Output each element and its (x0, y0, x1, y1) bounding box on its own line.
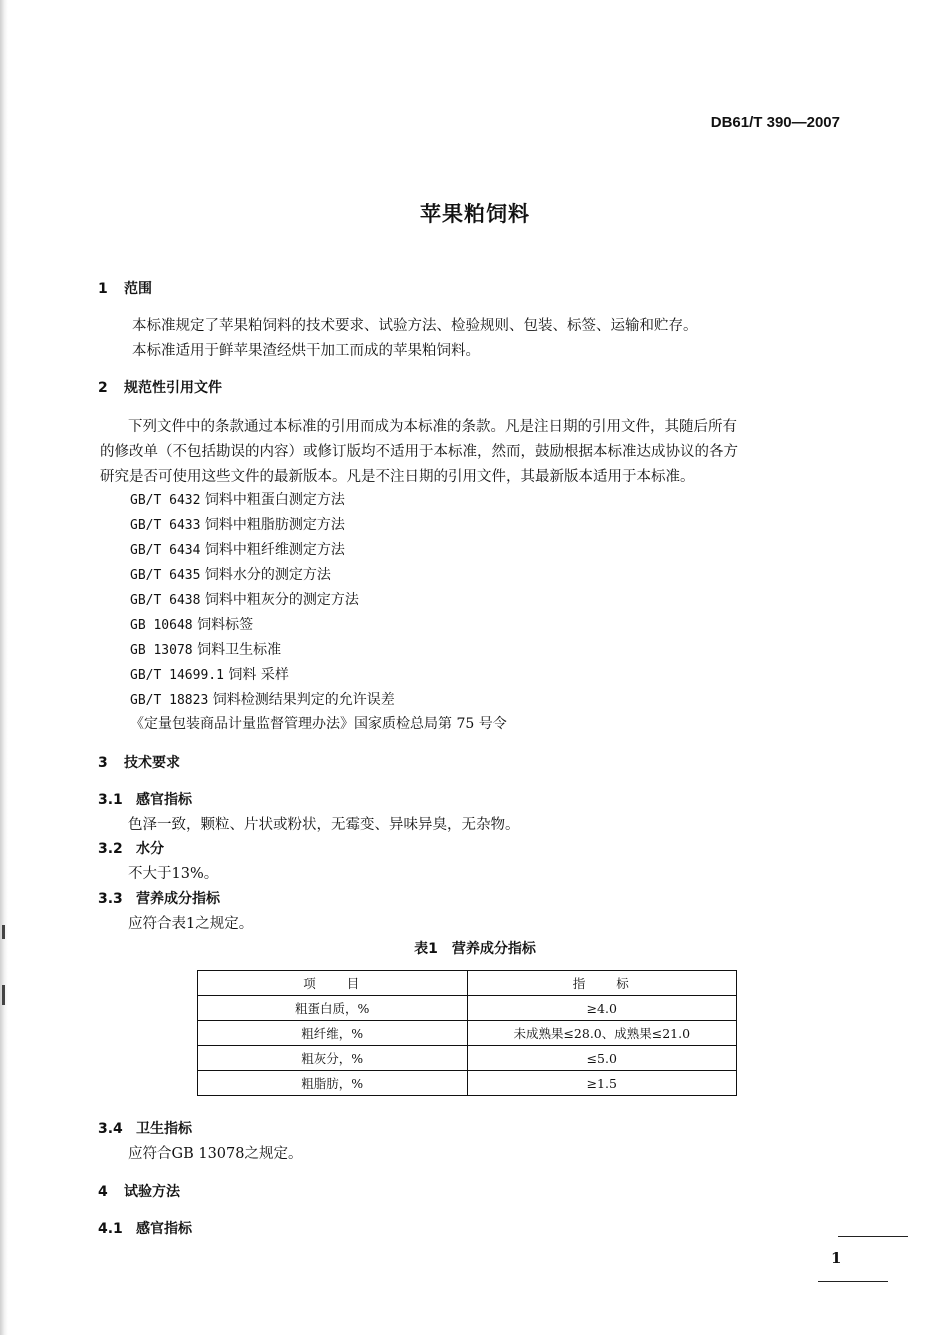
section-number: 3 (98, 755, 108, 771)
table-cell: ≥1.5 (467, 1071, 737, 1096)
table-header-cell: 项 目 (198, 971, 468, 996)
table-header-row (198, 971, 737, 996)
reference-title: 饲料中粗脂肪测定方法 (204, 517, 345, 533)
section-title: 规范性引用文件 (124, 380, 222, 396)
table-cell: ≤5.0 (467, 1046, 737, 1071)
section-3-heading (98, 752, 180, 772)
paragraph: 应符合GB 13078之规定。 (128, 1146, 303, 1162)
reference-code: GB/T 6432 (130, 493, 201, 508)
section-number: 3.4 (98, 1121, 123, 1137)
reference-item (130, 489, 345, 509)
reference-title: 饲料标签 (197, 617, 254, 633)
paragraph: 本标准规定了苹果粕饲料的技术要求、试验方法、检验规则、包装、标签、运输和贮存。 (132, 318, 698, 334)
reference-title: 饲料卫生标准 (197, 642, 282, 658)
scan-mark (2, 985, 5, 1005)
table-row (198, 1071, 737, 1096)
reference-title: 饲料中粗纤维测定方法 (204, 542, 345, 558)
footer-rule (838, 1236, 908, 1237)
section-number: 3.3 (98, 891, 123, 907)
paragraph: 不大于13%。 (128, 866, 219, 882)
table-cell: 粗脂肪，% (198, 1071, 468, 1096)
table-cell: 粗灰分，% (198, 1046, 468, 1071)
reference-item (130, 639, 281, 659)
reference-code: GB/T 6433 (130, 518, 201, 533)
paragraph: 研究是否可使用这些文件的最新版本。凡是不注日期的引用文件，其最新版本适用于本标准。 (100, 469, 695, 485)
section-title: 范围 (124, 281, 152, 297)
reference-item (130, 514, 345, 534)
reference-code: GB 10648 (130, 618, 193, 633)
section-number: 3.2 (98, 841, 123, 857)
table-header-cell: 指 标 (467, 971, 737, 996)
section-3-4-heading (98, 1118, 192, 1138)
reference-item (130, 589, 359, 609)
section-number: 2 (98, 380, 108, 396)
table-cell: 粗蛋白质，% (198, 996, 468, 1021)
section-title: 营养成分指标 (136, 891, 220, 907)
section-title: 技术要求 (124, 755, 180, 771)
footer-rule (818, 1281, 888, 1282)
paragraph: 应符合表1之规定。 (128, 916, 254, 932)
reference-code: GB 13078 (130, 643, 193, 658)
table-row (198, 1021, 737, 1046)
reference-code: GB/T 6434 (130, 543, 201, 558)
table-caption: 表1 营养成分指标 (414, 941, 536, 957)
reference-item (130, 689, 395, 709)
section-title: 水分 (136, 841, 164, 857)
section-number: 4 (98, 1184, 108, 1200)
paragraph: 下列文件中的条款通过本标准的引用而成为本标准的条款。凡是注日期的引用文件，其随后所有 (128, 419, 737, 435)
page-number: 1 (831, 1249, 842, 1267)
table-row (198, 996, 737, 1021)
reference-code: GB/T 6438 (130, 593, 201, 608)
reference-item (130, 564, 331, 584)
section-title: 感官指标 (136, 1221, 192, 1237)
reference-title: 饲料检测结果判定的允许误差 (212, 692, 395, 708)
section-1-heading (98, 278, 152, 298)
reference-code: GB/T 14699.1 (130, 668, 224, 683)
section-4-heading (98, 1181, 180, 1201)
reference-item (130, 614, 253, 634)
reference-title: 饲料中粗灰分的测定方法 (204, 592, 359, 608)
table-cell: 未成熟果≤28.0、成熟果≤21.0 (467, 1021, 737, 1046)
section-3-1-heading (98, 789, 192, 809)
section-number: 1 (98, 281, 108, 297)
section-number: 4.1 (98, 1221, 123, 1237)
reference-code: GB/T 18823 (130, 693, 209, 708)
table-cell: 粗纤维，% (198, 1021, 468, 1046)
reference-item: 《定量包装商品计量监督管理办法》国家质检总局第 75 号令 (130, 716, 507, 732)
section-3-3-heading (98, 888, 220, 908)
reference-title: 饲料水分的测定方法 (204, 567, 331, 583)
document-number: DB61/T 390—2007 (710, 114, 840, 131)
scan-mark (2, 925, 5, 939)
section-title: 卫生指标 (136, 1121, 192, 1137)
reference-title: 饲料中粗蛋白测定方法 (204, 492, 345, 508)
reference-item (130, 664, 289, 684)
section-number: 3.1 (98, 792, 123, 808)
paragraph: 的修改单（不包括勘误的内容）或修订版均不适用于本标准，然而，鼓励根据本标准达成协议的各方 (100, 444, 738, 460)
section-4-1-heading (98, 1218, 192, 1238)
section-3-2-heading (98, 838, 164, 858)
section-2-heading (98, 377, 222, 397)
nutrition-table (197, 970, 737, 1096)
section-title: 试验方法 (124, 1184, 180, 1200)
section-title: 感官指标 (136, 792, 192, 808)
reference-item (130, 539, 345, 559)
paragraph: 本标准适用于鲜苹果渣经烘干加工而成的苹果粕饲料。 (132, 343, 480, 359)
page-title: 苹果粕饲料 (420, 202, 530, 226)
reference-title: 饲料 采样 (228, 667, 289, 683)
table-row (198, 1046, 737, 1071)
paragraph: 色泽一致，颗粒、片状或粉状，无霉变、异味异臭，无杂物。 (128, 817, 520, 833)
reference-code: GB/T 6435 (130, 568, 201, 583)
table-cell: ≥4.0 (467, 996, 737, 1021)
